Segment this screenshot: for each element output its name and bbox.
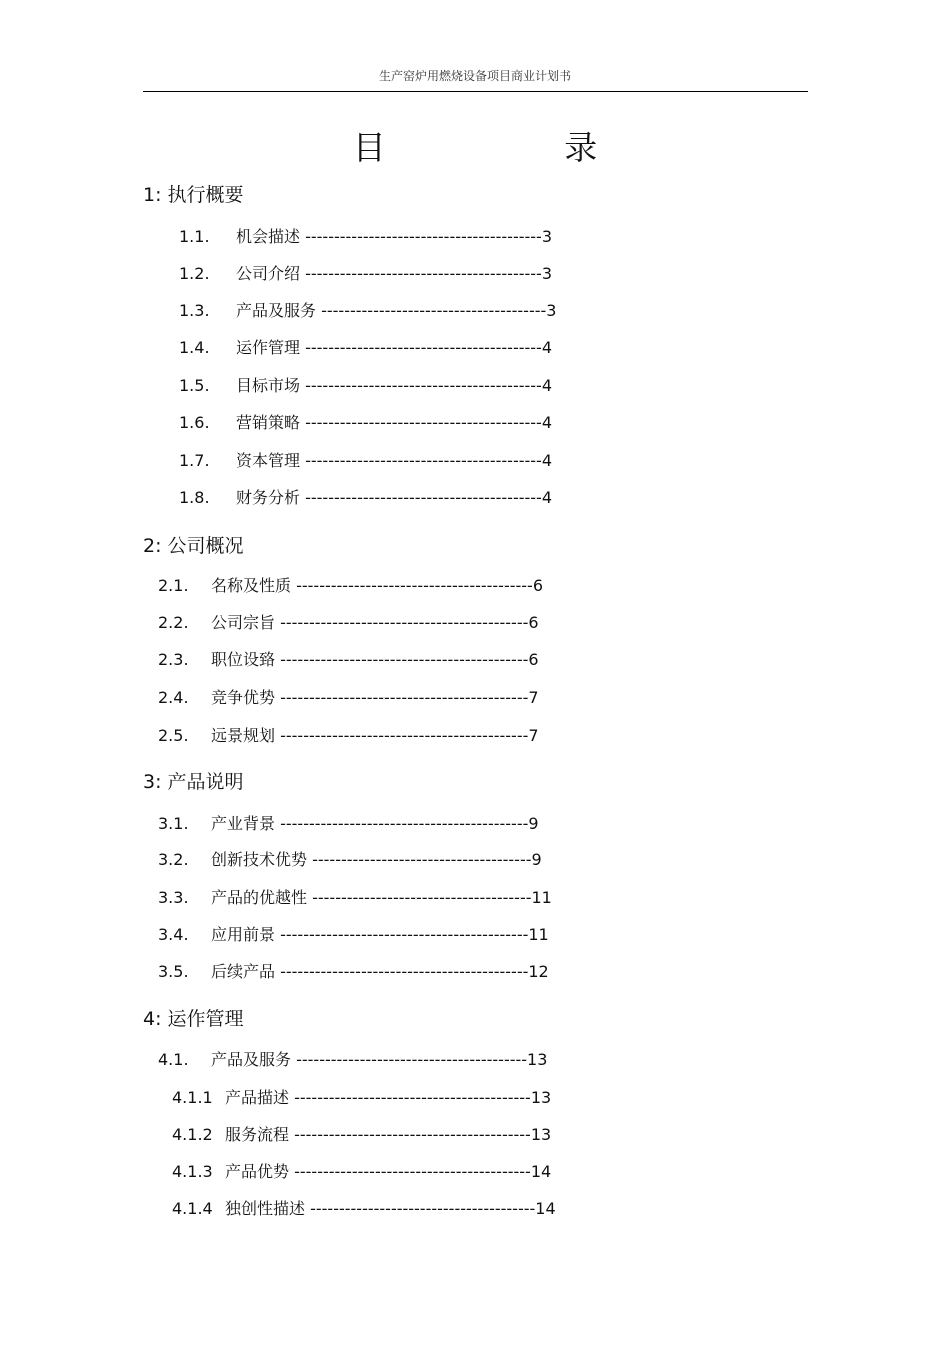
toc-entry-page: 6 xyxy=(528,650,539,669)
toc-entry-leader: ----------------------------------------- xyxy=(305,264,542,283)
toc-entry[interactable] xyxy=(158,576,543,596)
toc-entry-page: 6 xyxy=(532,576,544,595)
toc-entry[interactable] xyxy=(158,814,539,834)
toc-entry-page: 4 xyxy=(541,488,553,507)
toc-entry-number: 2.3. xyxy=(158,650,189,669)
toc-entry-page: 4 xyxy=(541,451,553,470)
toc-entry[interactable] xyxy=(179,376,552,396)
toc-entry-leader: ----------------------------------------- xyxy=(305,488,542,507)
toc-entry-number: 4.1.3 xyxy=(172,1162,213,1181)
toc-entry-leader: ------------------------------------------- xyxy=(280,613,529,632)
toc-section-heading[interactable]: 1: 执行概要 xyxy=(143,184,244,206)
toc-entry-label: 产品的优越性 xyxy=(211,888,308,907)
toc-entry-leader: ----------------------------------------- xyxy=(294,1125,531,1144)
toc-entry-page: 9 xyxy=(531,850,542,869)
toc-entry-leader: ----------------------------------------- xyxy=(305,451,542,470)
toc-entry[interactable] xyxy=(179,451,552,471)
toc-entry-label: 职位设臵 xyxy=(211,650,276,669)
toc-entry-leader: --------------------------------------- xyxy=(310,1199,536,1218)
toc-entry-leader: ----------------------------------------- xyxy=(294,1162,531,1181)
toc-entry-label: 运作管理 xyxy=(236,338,301,357)
toc-entry-label: 远景规划 xyxy=(211,726,276,745)
toc-entry-leader: ------------------------------------------- xyxy=(280,962,529,981)
toc-entry-number: 4.1.2 xyxy=(172,1125,213,1144)
running-header-title: 生产窑炉用燃烧设备项目商业计划书 xyxy=(378,69,571,83)
toc-entry-number: 4.1.1 xyxy=(172,1088,213,1107)
toc-entry-label: 产业背景 xyxy=(211,814,276,833)
toc-entry[interactable] xyxy=(179,227,552,247)
toc-entry[interactable] xyxy=(179,301,556,321)
toc-entry-page: 11 xyxy=(528,925,549,944)
toc-entry-number: 1.4. xyxy=(179,338,210,357)
toc-entry-number: 2.4. xyxy=(158,688,189,707)
toc-entry-page: 12 xyxy=(528,962,549,981)
toc-entry-label: 竞争优势 xyxy=(211,688,276,707)
toc-entry-page: 13 xyxy=(530,1125,552,1144)
toc-entry-number: 3.3. xyxy=(158,888,189,907)
toc-entry-page: 14 xyxy=(535,1199,556,1218)
toc-entry[interactable] xyxy=(158,962,549,982)
toc-entry-label: 独创性描述 xyxy=(225,1199,306,1218)
toc-entry-number: 2.5. xyxy=(158,726,189,745)
toc-entry-leader: ----------------------------------------- xyxy=(305,227,542,246)
toc-entry-number: 1.2. xyxy=(179,264,210,283)
toc-entry-number: 3.2. xyxy=(158,850,189,869)
toc-entry[interactable] xyxy=(158,850,542,870)
toc-entry[interactable] xyxy=(158,925,549,945)
toc-entry-number: 1.6. xyxy=(179,413,210,432)
toc-entry[interactable] xyxy=(158,688,539,708)
toc-entry[interactable] xyxy=(179,338,552,358)
toc-entry[interactable] xyxy=(158,613,539,633)
toc-entry-number: 1.3. xyxy=(179,301,210,320)
header-divider xyxy=(143,91,808,92)
toc-entry-page: 3 xyxy=(541,264,553,283)
toc-entry-label: 营销策略 xyxy=(236,413,301,432)
toc-entry[interactable] xyxy=(158,650,539,670)
toc-entry-number: 3.1. xyxy=(158,814,189,833)
toc-entry[interactable] xyxy=(179,264,552,284)
toc-entry-page: 11 xyxy=(531,888,552,907)
toc-entry-number: 3.5. xyxy=(158,962,189,981)
toc-section-heading[interactable]: 4: 运作管理 xyxy=(143,1008,244,1030)
toc-entry-page: 13 xyxy=(530,1088,552,1107)
toc-entry-label: 产品描述 xyxy=(225,1088,290,1107)
toc-entry-leader: ----------------------------------------- xyxy=(305,338,542,357)
toc-entry-label: 机会描述 xyxy=(236,227,301,246)
toc-entry-number: 1.5. xyxy=(179,376,210,395)
toc-entry-number: 4.1. xyxy=(158,1050,189,1069)
toc-entry-page: 7 xyxy=(528,688,539,707)
toc-entry-page: 6 xyxy=(528,613,539,632)
toc-entry-page: 7 xyxy=(528,726,539,745)
toc-entry-leader: ---------------------------------------- xyxy=(296,1050,528,1069)
toc-entry-leader: --------------------------------------- xyxy=(321,301,547,320)
toc-entry-label: 资本管理 xyxy=(236,451,301,470)
toc-entry-label: 创新技术优势 xyxy=(211,850,308,869)
toc-entry-page: 3 xyxy=(546,301,557,320)
toc-entry-leader: ----------------------------------------- xyxy=(305,376,542,395)
toc-title: 目 录 xyxy=(352,128,682,167)
toc-entry-number: 1.7. xyxy=(179,451,210,470)
toc-section-heading[interactable]: 2: 公司概况 xyxy=(143,535,244,557)
toc-entry-number: 2.2. xyxy=(158,613,189,632)
toc-entry-page: 3 xyxy=(541,227,553,246)
toc-entry-label: 公司宗旨 xyxy=(211,613,276,632)
toc-entry-page: 4 xyxy=(541,413,553,432)
toc-entry[interactable] xyxy=(158,726,539,746)
toc-entry[interactable] xyxy=(179,413,552,433)
toc-entry-page: 4 xyxy=(541,376,553,395)
toc-entry-label: 应用前景 xyxy=(211,925,276,944)
toc-entry-label: 公司介绍 xyxy=(236,264,301,283)
toc-entry[interactable] xyxy=(158,888,552,908)
toc-entry-number: 1.1. xyxy=(179,227,210,246)
toc-entry-page: 13 xyxy=(527,1050,548,1069)
toc-entry[interactable] xyxy=(172,1125,551,1145)
toc-entry-number: 3.4. xyxy=(158,925,189,944)
toc-entry-leader: ------------------------------------------- xyxy=(280,925,529,944)
toc-entry-leader: -------------------------------------- xyxy=(312,850,532,869)
toc-entry[interactable] xyxy=(172,1088,551,1108)
toc-entry-leader: ----------------------------------------- xyxy=(296,576,533,595)
toc-entry-page: 14 xyxy=(530,1162,552,1181)
toc-entry-page: 4 xyxy=(541,338,553,357)
toc-entry-number: 1.8. xyxy=(179,488,210,507)
toc-entry-label: 产品及服务 xyxy=(236,301,317,320)
toc-entry-leader: ----------------------------------------- xyxy=(294,1088,531,1107)
toc-entry[interactable] xyxy=(172,1162,551,1182)
toc-entry-label: 产品及服务 xyxy=(211,1050,292,1069)
toc-entry-leader: -------------------------------------- xyxy=(312,888,532,907)
toc-entry-label: 财务分析 xyxy=(236,488,301,507)
toc-entry-leader: ------------------------------------------- xyxy=(280,814,529,833)
toc-entry[interactable] xyxy=(179,488,552,508)
toc-entry-leader: ------------------------------------------- xyxy=(280,688,529,707)
toc-section-heading[interactable]: 3: 产品说明 xyxy=(143,771,244,793)
toc-entry-leader: ------------------------------------------- xyxy=(280,650,529,669)
toc-entry-leader: ------------------------------------------- xyxy=(280,726,529,745)
toc-entry-number: 4.1.4 xyxy=(172,1199,213,1218)
toc-entry[interactable] xyxy=(158,1050,547,1070)
toc-entry-label: 名称及性质 xyxy=(211,576,292,595)
toc-entry-page: 9 xyxy=(528,814,539,833)
toc-entry-label: 产品优势 xyxy=(225,1162,290,1181)
toc-entry-number: 2.1. xyxy=(158,576,189,595)
toc-entry[interactable] xyxy=(172,1199,556,1219)
toc-entry-label: 后续产品 xyxy=(211,962,276,981)
toc-entry-label: 目标市场 xyxy=(236,376,301,395)
toc-entry-leader: ----------------------------------------- xyxy=(305,413,542,432)
toc-entry-label: 服务流程 xyxy=(225,1125,290,1144)
